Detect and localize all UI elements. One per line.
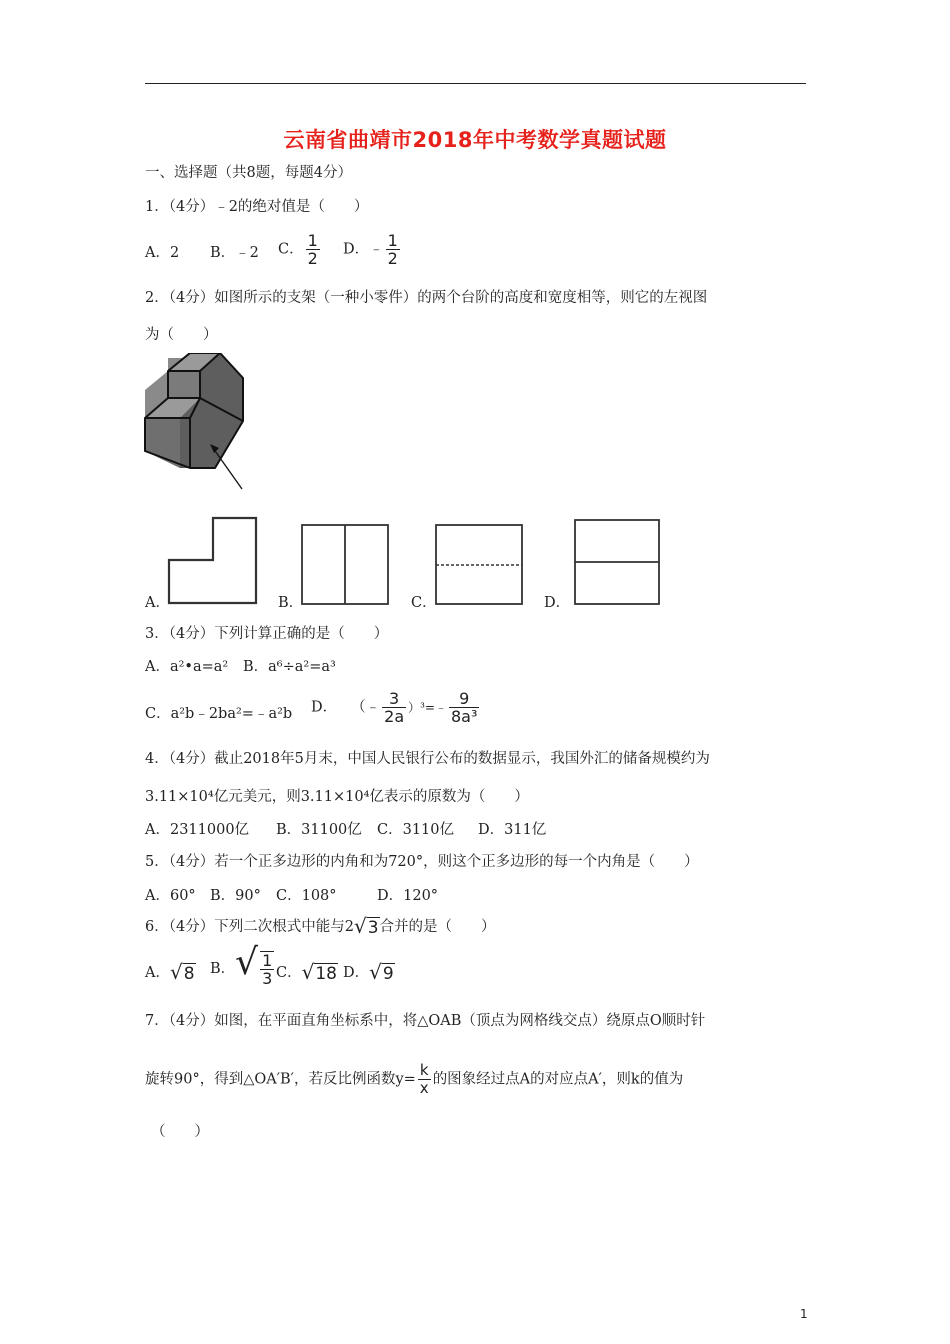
q6-option-c: C．√18 <box>276 960 337 984</box>
q1-option-c: C． $\frac{1}{2}$ <box>278 231 318 268</box>
q2-option-a: A． <box>145 595 170 611</box>
section-heading: 一、选择题（共8题，每题4分） <box>145 165 352 181</box>
q1-option-b: B．﹣2 <box>210 245 259 261</box>
q1-option-d: D．﹣ $\frac{1}{2}$ <box>343 231 398 268</box>
question-4-stem-line1: 4．（4分）截止2018年5月末，中国人民银行公布的数据显示，我国外汇的储备规模约为 <box>145 751 710 767</box>
q6-option-a: A．√8 <box>145 960 195 984</box>
q2-option-c: C． <box>411 595 437 611</box>
page-number: 1 <box>800 1307 808 1321</box>
q2-figure-c-dashed-split <box>435 524 525 606</box>
q5-option-b: B．90° <box>210 888 261 904</box>
question-2-stem-line1: 2．（4分）如图所示的支架（一种小零件）的两个台阶的高度和宽度相等，则它的左视图 <box>145 290 708 306</box>
question-3-stem: 3．（4分）下列计算正确的是（ ） <box>145 626 389 642</box>
q3-option-a: A．a²•a=a² <box>145 659 229 675</box>
q4-option-b: B．31100亿 <box>276 822 362 838</box>
page-title: 云南省曲靖市2018年中考数学真题试题 <box>283 128 667 152</box>
q5-option-a: A．60° <box>145 888 196 904</box>
question-7-stem-line3: （ ） <box>151 1124 209 1140</box>
q2-figure-a-l-shape <box>167 516 259 606</box>
question-5-stem: 5．（4分）若一个正多边形的内角和为720°，则这个正多边形的每一个内角是（ ） <box>145 854 699 870</box>
q2-option-d: D． <box>544 595 571 611</box>
question-6-stem: 6．（4分）下列二次根式中能与2√3合并的是（ ） <box>145 914 496 938</box>
question-7-stem-line1: 7．（4分）如图，在平面直角坐标系中，将△OAB（顶点为网格线交点）绕原点O顺时针 <box>145 1013 706 1029</box>
q5-option-d: D．120° <box>377 888 439 904</box>
q4-option-c: C．3110亿 <box>377 822 454 838</box>
q4-option-a: A．2311000亿 <box>145 822 250 838</box>
q3-option-b: B．a⁶÷a²=a³ <box>243 659 336 675</box>
q5-option-c: C．108° <box>276 888 337 904</box>
bracket-3d-figure <box>140 353 250 493</box>
q6-option-b: B．√ $\frac{1}{3}$ <box>210 942 273 988</box>
q3-option-d: D． （﹣ $\frac{3}{2a}$ ）³=﹣ $\frac{9}{\text{8a³}}$ <box>311 689 478 726</box>
header-rule <box>145 83 806 84</box>
q6-option-d: D．√9 <box>343 960 394 984</box>
q2-option-b: B． <box>278 595 304 611</box>
q1-option-a: A．2 <box>145 245 180 261</box>
q3-option-c: C．a²b﹣2ba²=﹣a²b <box>145 706 293 722</box>
q2-figure-d-horizontal-split <box>574 519 662 606</box>
question-7-stem-line2: 旋转90°，得到△OA′B′，若反比例函数y= $\frac{k}{x}$ 的图象经过点A的对应点A′，则k的值为 <box>145 1061 684 1097</box>
question-4-stem-line2: 3.11×10⁴亿元美元，则3.11×10⁴亿表示的原数为（ ） <box>145 789 529 805</box>
question-1-stem: 1．（4分）﹣2的绝对值是（ ） <box>145 199 369 215</box>
q4-option-d: D．311亿 <box>478 822 547 838</box>
q2-figure-b-vertical-split <box>301 524 391 606</box>
question-2-stem-line2: 为（ ） <box>145 327 218 343</box>
